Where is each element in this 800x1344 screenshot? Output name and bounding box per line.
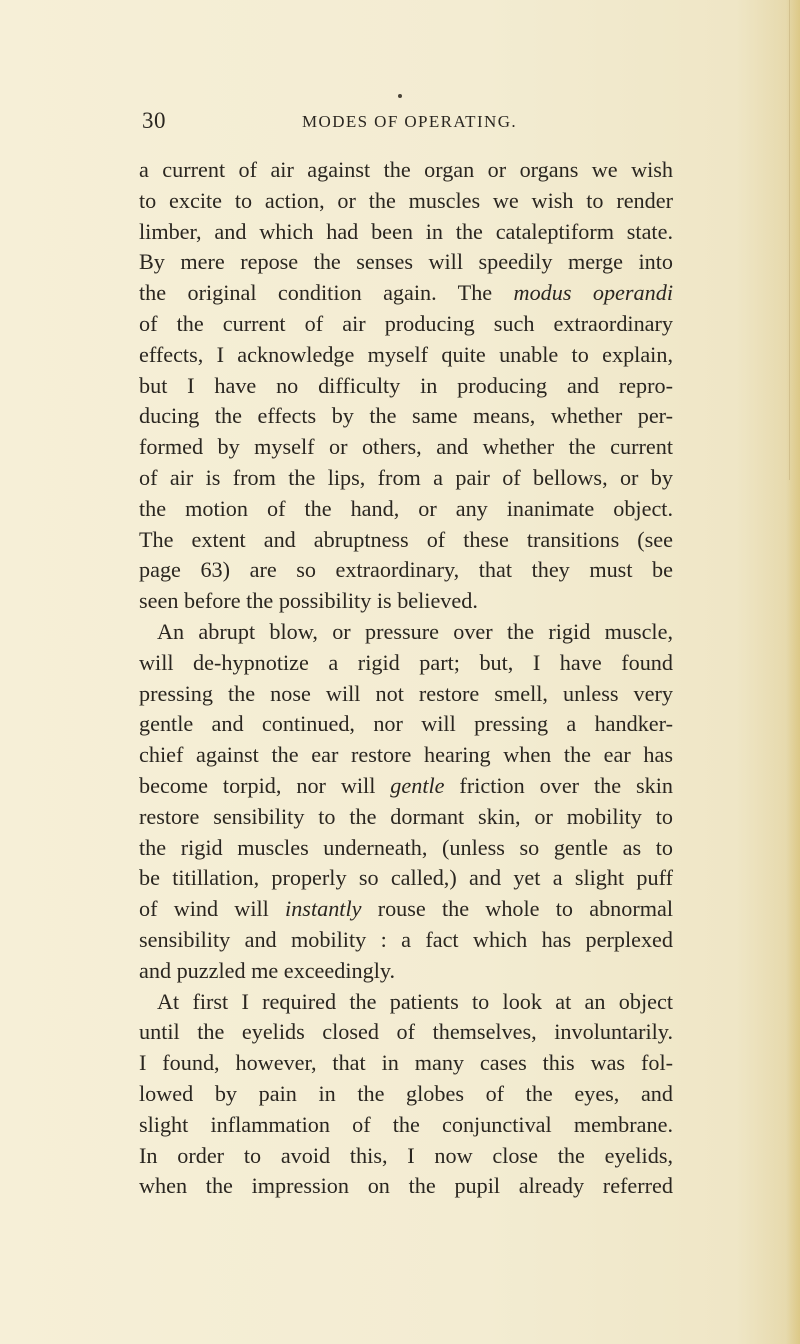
text-line — [139, 278, 673, 309]
text-line: pressing the nose will not restore smell, unless very — [139, 680, 673, 706]
text-line: lowed by pain in the globes of the eyes, and — [139, 1080, 673, 1106]
running-title: MODES OF OPERATING. — [302, 112, 518, 131]
text-run: friction over the skin — [444, 772, 673, 798]
text-line: I found, however, that in many cases this was fol- — [139, 1050, 673, 1076]
text-line: limber, and which had been in the cataleptiform state. — [139, 218, 673, 244]
text-line: of air is from the lips, from a pair of bellows, or by — [139, 464, 673, 490]
text-line: sensibility and mobility : a fact which has perplexed — [139, 926, 673, 952]
text-line: gentle and continued, nor will pressing a handker- — [139, 711, 673, 737]
text-run: of wind will — [139, 896, 286, 922]
text-line: to excite to action, or the muscles we wish to render — [139, 187, 673, 213]
text-run: become torpid, nor will — [139, 772, 391, 798]
page-header — [0, 104, 800, 134]
text-line: At first I required the patients to look at an object — [157, 988, 673, 1014]
text-line — [139, 771, 673, 802]
text-line: slight inflammation of the conjunctival membrane. — [139, 1111, 673, 1137]
text-line: the rigid muscles underneath, (unless so gentle as to — [139, 834, 673, 860]
text-line: effects, I acknowledge myself quite unable to explain, — [139, 341, 673, 367]
text-line: restore sensibility to the dormant skin, or mobility to — [139, 803, 673, 829]
text-line — [139, 894, 673, 925]
text-line: a current of air against the organ or organs we wish — [139, 157, 673, 182]
text-line: By mere repose the senses will speedily merge into — [139, 249, 673, 275]
body-text — [139, 155, 673, 1202]
text-line: will de-hypnotize a rigid part; but, I have found — [139, 649, 673, 675]
ink-speck — [398, 94, 402, 98]
page-number: 30 — [142, 108, 166, 133]
text-line: An abrupt blow, or pressure over the rigid muscle, — [157, 618, 673, 644]
text-line: formed by myself or others, and whether the current — [139, 434, 673, 460]
text-line: be titillation, properly so called,) and yet a slight puff — [139, 865, 673, 891]
italic-phrase: modus operandi — [513, 280, 673, 306]
text-line: until the eyelids closed of themselves, involuntarily. — [139, 1019, 673, 1045]
text-run: the original condition again. The — [139, 280, 514, 306]
page-edge-shadow — [786, 0, 800, 1344]
text-line: chief against the ear restore hearing when the ear has — [139, 742, 673, 768]
text-line: seen before the possibility is believed. — [139, 588, 478, 614]
italic-phrase: instantly — [285, 896, 362, 922]
text-line: The extent and abruptness of these transitions (see — [139, 526, 673, 552]
text-line: page 63) are so extraordinary, that they must be — [139, 557, 673, 583]
text-line: In order to avoid this, I now close the eyelids, — [139, 1142, 673, 1168]
text-line: when the impression on the pupil already referred — [139, 1173, 673, 1199]
text-line: the motion of the hand, or any inanimate object. — [139, 495, 673, 521]
text-line: ducing the effects by the same means, whether per- — [139, 403, 673, 429]
text-line: and puzzled me exceedingly. — [139, 957, 396, 983]
text-line: of the current of air producing such extraordinary — [139, 310, 673, 336]
text-line: but I have no difficulty in producing and repro- — [139, 372, 673, 398]
italic-phrase: gentle — [390, 772, 445, 798]
text-run: rouse the whole to abnormal — [361, 896, 674, 922]
